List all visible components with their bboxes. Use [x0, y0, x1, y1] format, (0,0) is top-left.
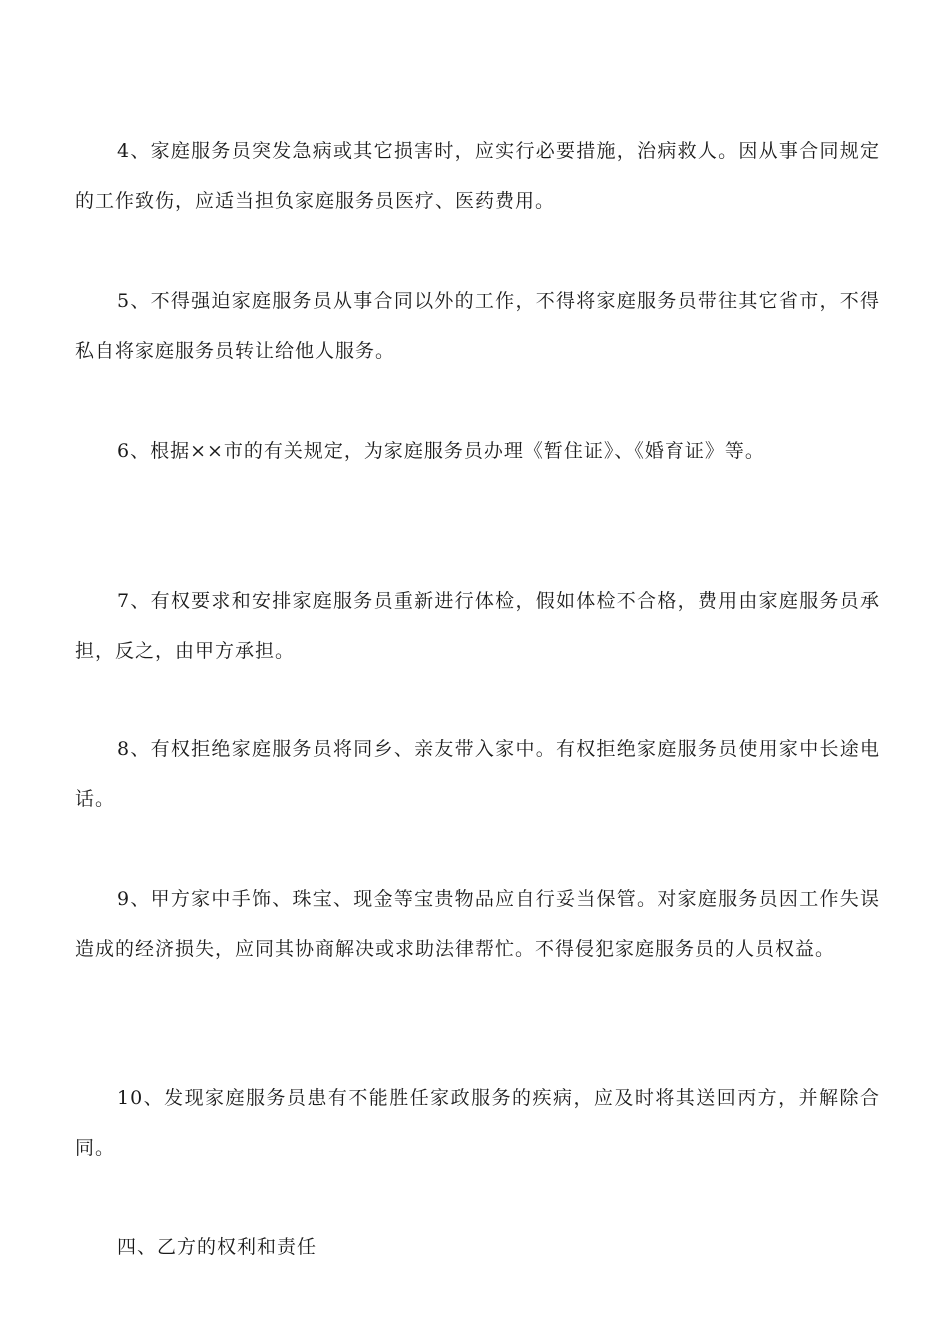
clause-5: 5、不得强迫家庭服务员从事合同以外的工作，不得将家庭服务员带往其它省市，不得私自将家庭服务员转让给他人服务。 [75, 290, 880, 362]
section-heading: 四、乙方的权利和责任 [117, 1236, 318, 1258]
clause-9: 9、甲方家中手饰、珠宝、现金等宝贵物品应自行妥当保管。对家庭服务员因工作失误造成的经济损失，应同其协商解决或求助法律帮忙。不得侵犯家庭服务员的人员权益。 [75, 888, 880, 960]
clause-10: 10、发现家庭服务员患有不能胜任家政服务的疾病，应及时将其送回丙方，并解除合同。 [75, 1087, 880, 1159]
clause-7: 7、有权要求和安排家庭服务员重新进行体检，假如体检不合格，费用由家庭服务员承担，反之，由甲方承担。 [75, 590, 880, 662]
clause-8: 8、有权拒绝家庭服务员将同乡、亲友带入家中。有权拒绝家庭服务员使用家中长途电话。 [75, 738, 880, 810]
clause-4: 4、家庭服务员突发急病或其它损害时，应实行必要措施，治病救人。因从事合同规定的工作致伤，应适当担负家庭服务员医疗、医药费用。 [75, 140, 880, 212]
clause-6: 6、根据××市的有关规定，为家庭服务员办理《暂住证》、《婚育证》等。 [117, 440, 765, 462]
